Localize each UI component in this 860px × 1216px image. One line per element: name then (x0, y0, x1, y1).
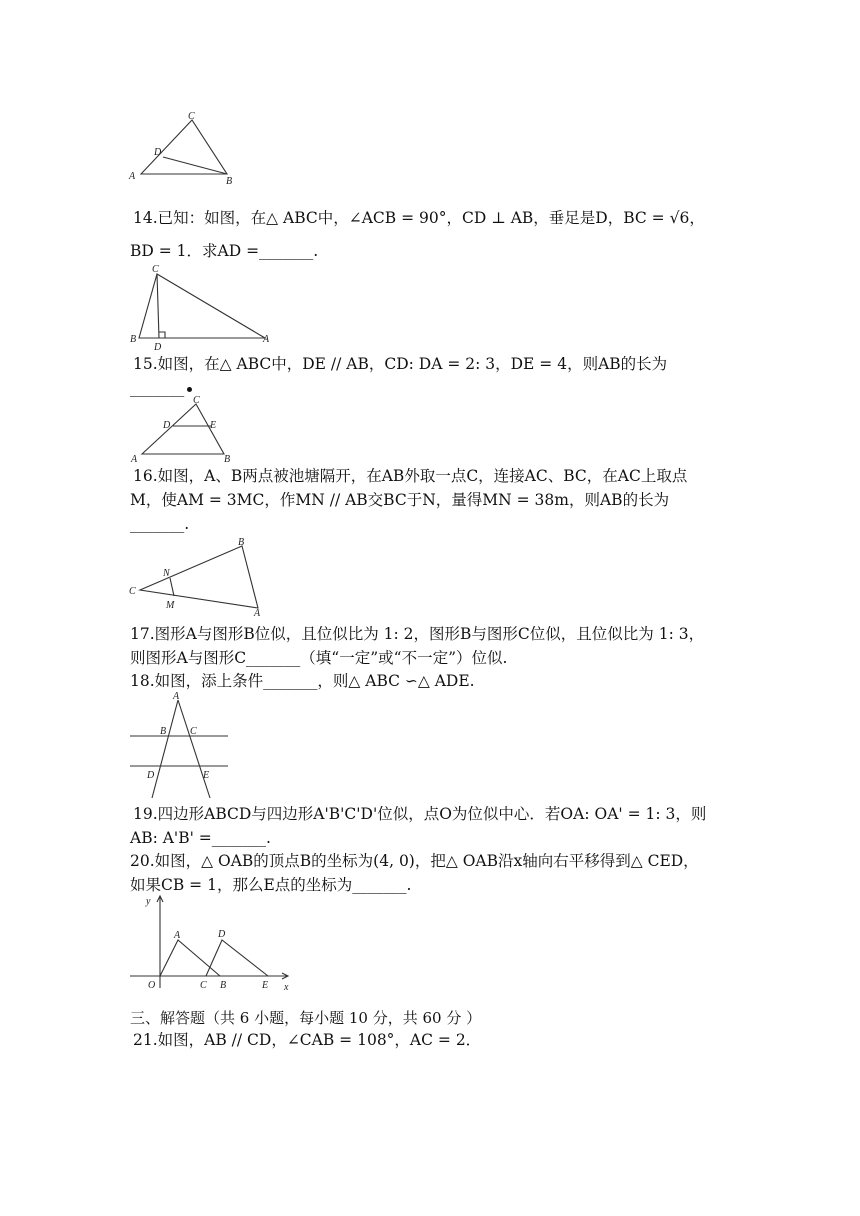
label-a: A (129, 171, 136, 182)
label-e: E (262, 980, 269, 991)
figure-q18-parallel-lines (128, 690, 238, 802)
label-n: N (163, 568, 170, 579)
q19-line1: 19.四边形ABCD与四边形A'B'C'D'位似，点O为位似中心．若OA: OA' = 1: 3，则 (133, 805, 707, 823)
section3-heading: 三、解答题（共 6 小题，每小题 10 分，共 60 分 ） (130, 1009, 482, 1027)
label-a: A (173, 691, 180, 702)
label-d: D (163, 420, 171, 431)
q17-line2: 则图形A与图形C_______（填“一定”或“不一定”）位似. (130, 649, 508, 667)
label-a: A (263, 334, 270, 345)
label-a: A (254, 608, 261, 618)
label-e: E (210, 420, 217, 431)
figure-q13-triangle (125, 108, 245, 188)
label-c: C (200, 980, 207, 991)
label-x: x (284, 982, 289, 993)
label-a: A (131, 454, 138, 465)
label-c: C (152, 264, 159, 275)
label-c: C (193, 395, 200, 406)
label-b: B (130, 334, 137, 345)
label-b: B (220, 980, 227, 991)
q20-line2: 如果CB = 1，那么E点的坐标为_______. (130, 876, 412, 894)
label-d: D (154, 342, 162, 352)
q18-line1: 18.如图，添上条件_______，则△ ABC ∽△ ADE. (130, 672, 475, 690)
q16-line1: 16.如图，A、B两点被池塘隔开，在AB外取一点C，连接AC、BC，在AC上取点 (133, 467, 688, 485)
label-e: E (203, 770, 210, 781)
q21-line1: 21.如图，AB // CD，∠CAB = 108°，AC = 2． (133, 1031, 482, 1049)
q16-line2: M，使AM = 3MC，作MN // AB交BC于N，量得MN = 38m，则AB的长为 (130, 491, 670, 509)
label-c: C (188, 111, 195, 122)
figure-q20-coordinate (128, 892, 298, 994)
q14-line2: BD = 1．求AD =_______. (130, 242, 319, 260)
label-m: M (166, 600, 175, 611)
q15-blank: _______ (130, 379, 185, 397)
label-c: C (129, 586, 136, 597)
label-b: B (238, 537, 245, 548)
q15-line1: 15.如图，在△ ABC中，DE // AB，CD: DA = 2: 3，DE = 4，则AB的长为 (133, 355, 668, 373)
label-b: B (226, 176, 233, 187)
q20-line1: 20.如图，△ OAB的顶点B的坐标为(4, 0)，把△ OAB沿x轴向右平移得到△ CED， (130, 852, 699, 870)
q19-line2: AB: A'B' =_______. (130, 829, 271, 847)
q17-line1: 17.图形A与图形B位似，且位似比为 1: 2，图形B与图形C位似，且位似比为 1: 3， (130, 625, 705, 643)
label-y: y (146, 896, 151, 907)
label-d: D (154, 147, 162, 158)
q16-line3: _______. (130, 515, 190, 533)
label-d: D (218, 929, 226, 940)
bullet-dot (187, 387, 192, 392)
figure-q15-triangle (128, 394, 238, 466)
label-b: B (224, 454, 231, 465)
label-b: B (160, 726, 167, 737)
figure-q14-right-triangle (125, 262, 285, 352)
label-d: D (147, 770, 155, 781)
label-c: C (190, 726, 197, 737)
figure-q16-pond (126, 534, 276, 618)
label-o: O (148, 980, 156, 991)
label-a: A (174, 930, 181, 941)
q14-line1: 14.已知：如图，在△ ABC中，∠ACB = 90°，CD ⊥ AB，垂足是D，BC = √6， (133, 209, 705, 227)
